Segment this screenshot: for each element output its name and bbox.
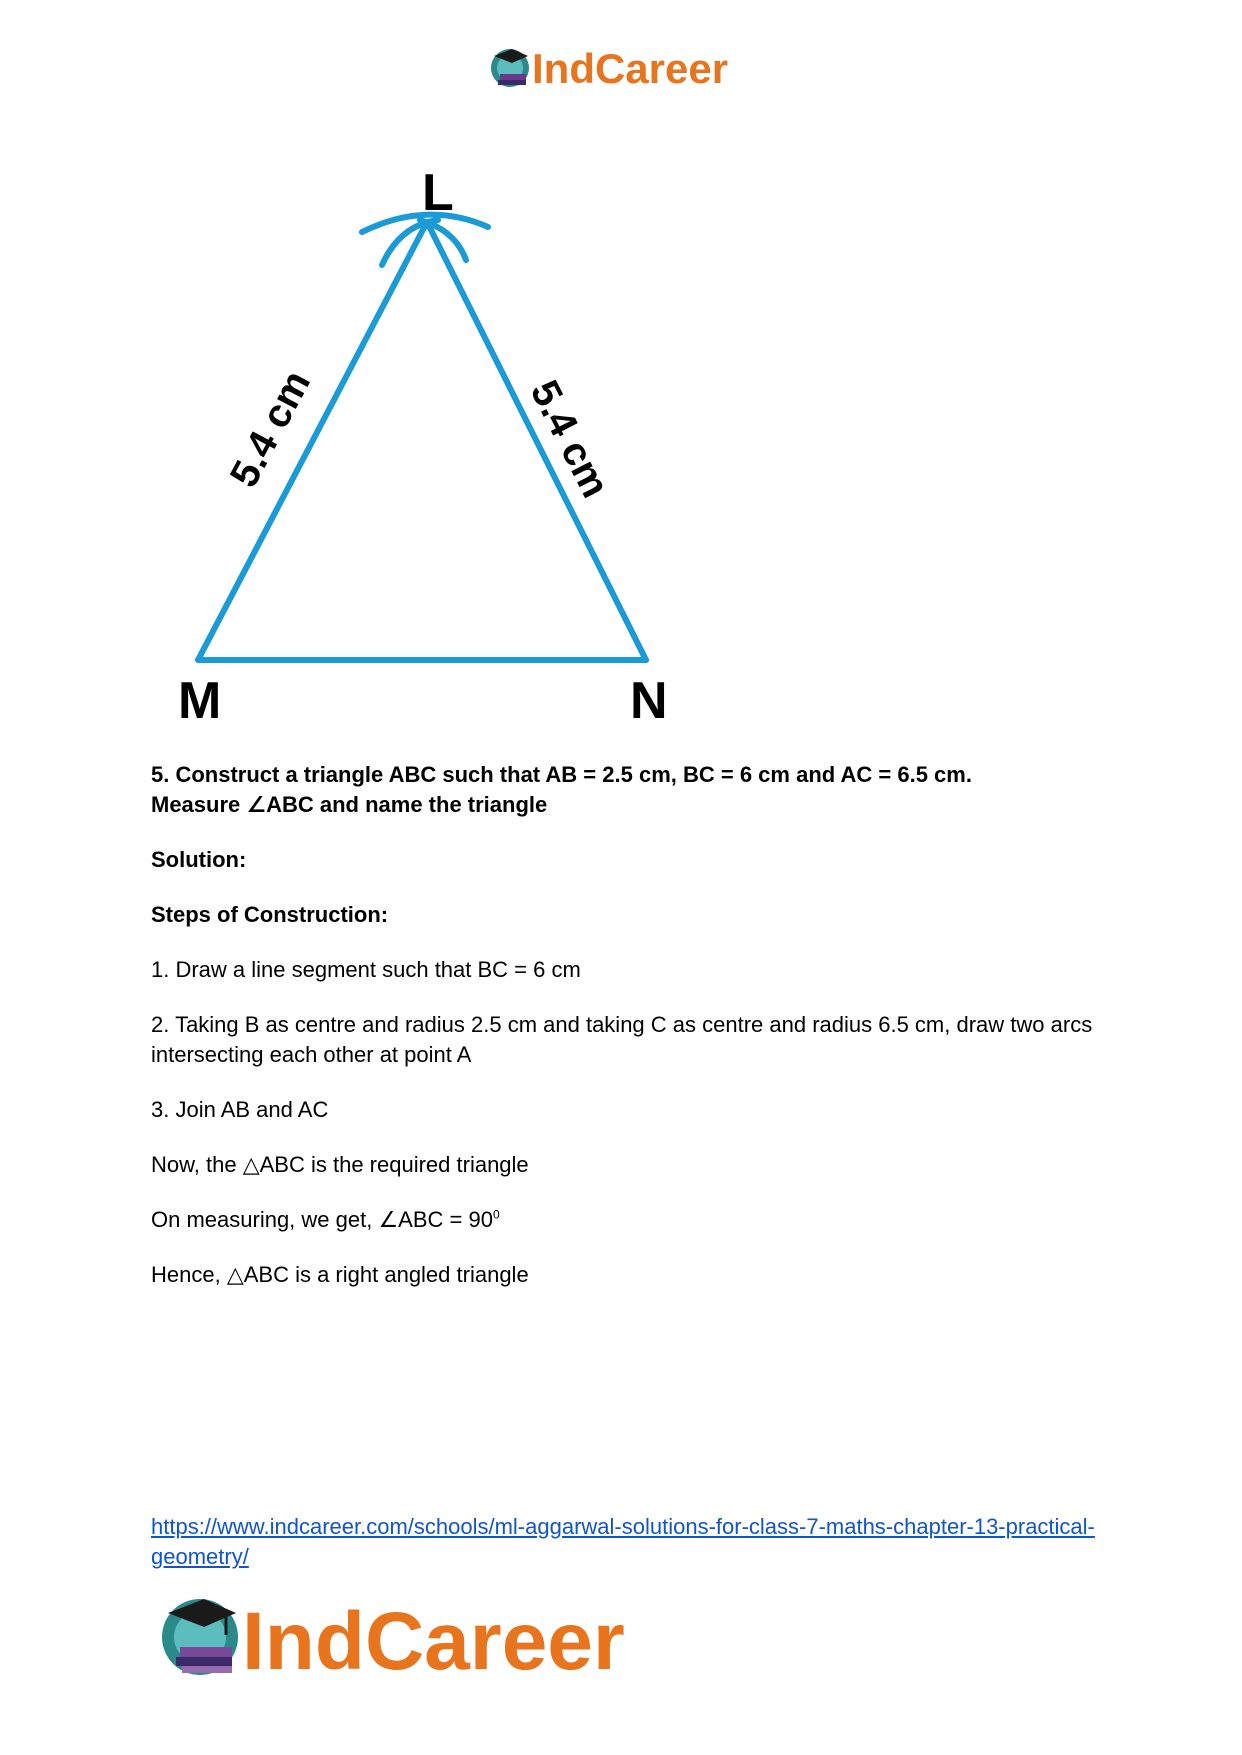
header-logo bbox=[488, 40, 768, 96]
step-1: 1. Draw a line segment such that BC = 6 cm bbox=[151, 957, 581, 982]
question-text bbox=[151, 760, 1101, 820]
source-link[interactable]: https://www.indcareer.com/schools/ml-aggarwal-solutions-for-class-7-maths-chapter-13-practical-geometry/ bbox=[151, 1514, 1095, 1569]
vertex-label-l: L bbox=[422, 164, 454, 222]
step-3: 3. Join AB and AC bbox=[151, 1097, 329, 1122]
step-2: 2. Taking B as centre and radius 2.5 cm and taking C as centre and radius 6.5 cm, draw two arcs intersecting each other at point A bbox=[151, 1012, 1093, 1067]
solution-heading: Solution: bbox=[151, 847, 247, 872]
footer-logo bbox=[160, 1585, 720, 1685]
footer-logo-text: IndCareer bbox=[242, 1596, 625, 1685]
vertex-label-m: M bbox=[178, 672, 222, 730]
conclusion-now: Now, the △ABC is the required triangle bbox=[151, 1152, 529, 1177]
graduation-cap-book-icon bbox=[162, 1599, 238, 1675]
conclusion-measure bbox=[151, 1205, 1101, 1235]
degree-superscript: 0 bbox=[492, 1207, 500, 1222]
steps-heading: Steps of Construction: bbox=[151, 902, 389, 927]
footer-link-block bbox=[151, 1512, 1101, 1572]
solution-content bbox=[151, 760, 1101, 1315]
triangle-lmn-figure bbox=[150, 150, 710, 730]
measure-text: On measuring, we get, ∠ABC = 90 bbox=[151, 1207, 493, 1232]
side-ln bbox=[427, 222, 646, 660]
conclusion-hence: Hence, △ABC is a right angled triangle bbox=[151, 1262, 529, 1287]
header-logo-text: IndCareer bbox=[532, 45, 729, 92]
question-line-2: Measure ∠ABC and name the triangle bbox=[151, 792, 548, 817]
side-label-lm: 5.4 cm bbox=[221, 363, 320, 495]
side-label-ln: 5.4 cm bbox=[521, 373, 618, 505]
graduation-cap-book-icon bbox=[491, 49, 529, 87]
question-line-1: 5. Construct a triangle ABC such that AB = 2.5 cm, BC = 6 cm and AC = 6.5 cm. bbox=[151, 762, 972, 787]
side-lm bbox=[198, 222, 427, 660]
vertex-label-n: N bbox=[630, 672, 668, 730]
